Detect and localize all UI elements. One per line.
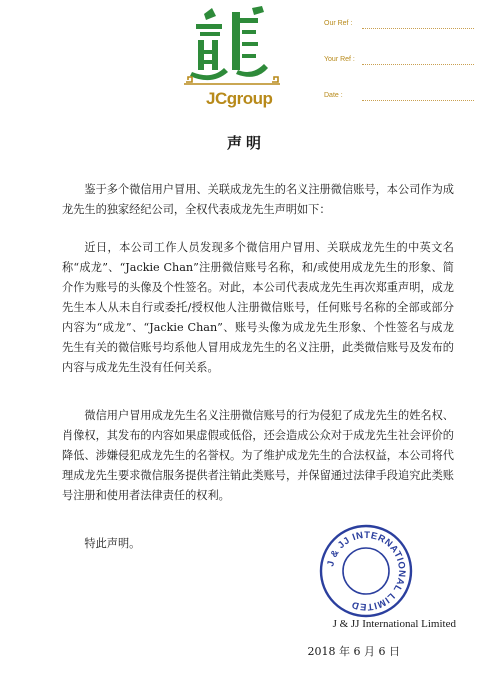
signature-company: J & JJ International Limited [332,618,456,630]
dragon-calligraphy-icon [182,4,282,90]
our-ref-label: Our Ref : [324,20,474,42]
jc-group-logo [182,4,282,112]
seal-text: J & JJ INTERNATIONAL LIMITED [325,529,408,613]
paragraph-intro: 鉴于多个微信用户冒用、关联成龙先生的名义注册微信账号，本公司作为成龙先生的独家经纪公司，全权代表成龙先生声明如下： [62,183,454,216]
logo-wordmark: JCgroup [206,89,273,108]
paragraph-rights: 微信用户冒用成龙先生名义注册微信账号的行为侵犯了成龙先生的姓名权、肖像权，其发布的内容如果虚假或低俗，还会造成公众对于成龙先生社会评价的降低、涉嫌侵犯成龙先生的名誉权。为了维护成龙先生的合法权益，本公司将代理成龙先生要求微信服务提供者注销此类账号，并保留通过法律手段追究此类账号注册和使用者法律责任的权利。 [62,409,454,502]
date-label: Date : [324,92,474,114]
svg-text:J & JJ INTERNATIONAL LIMITED [325,530,407,612]
reference-fields [324,20,474,128]
your-ref-label: Your Ref : [324,56,474,78]
company-seal-stamp [318,523,414,619]
statement-title: 声明 [226,134,265,152]
signature-date: 2018 年 6 月 6 日 [307,645,400,658]
paragraph-closing: 特此声明。 [84,537,141,550]
paragraph-findings: 近日，本公司工作人员发现多个微信用户冒用、关联成龙先生的中英文名称“成龙”、“Jackie Chan”注册微信账号名称，和/或使用成龙先生的形象、简介作为账号的头像及个性签名。对此，本公司代表成龙先生再次郑重声明，成龙先生本人从未自行或委托/授权他人注册微信账号，任何账号名称的全部或部分内容为“成龙”、“Jackie Chan”、账号头像为成龙先生形象、个性签名与成龙先生有关的微信账号均系他人冒用成龙先生的名义注册，此类微信账号及发布的内容与成龙先生没有任何关系。 [62,241,454,374]
